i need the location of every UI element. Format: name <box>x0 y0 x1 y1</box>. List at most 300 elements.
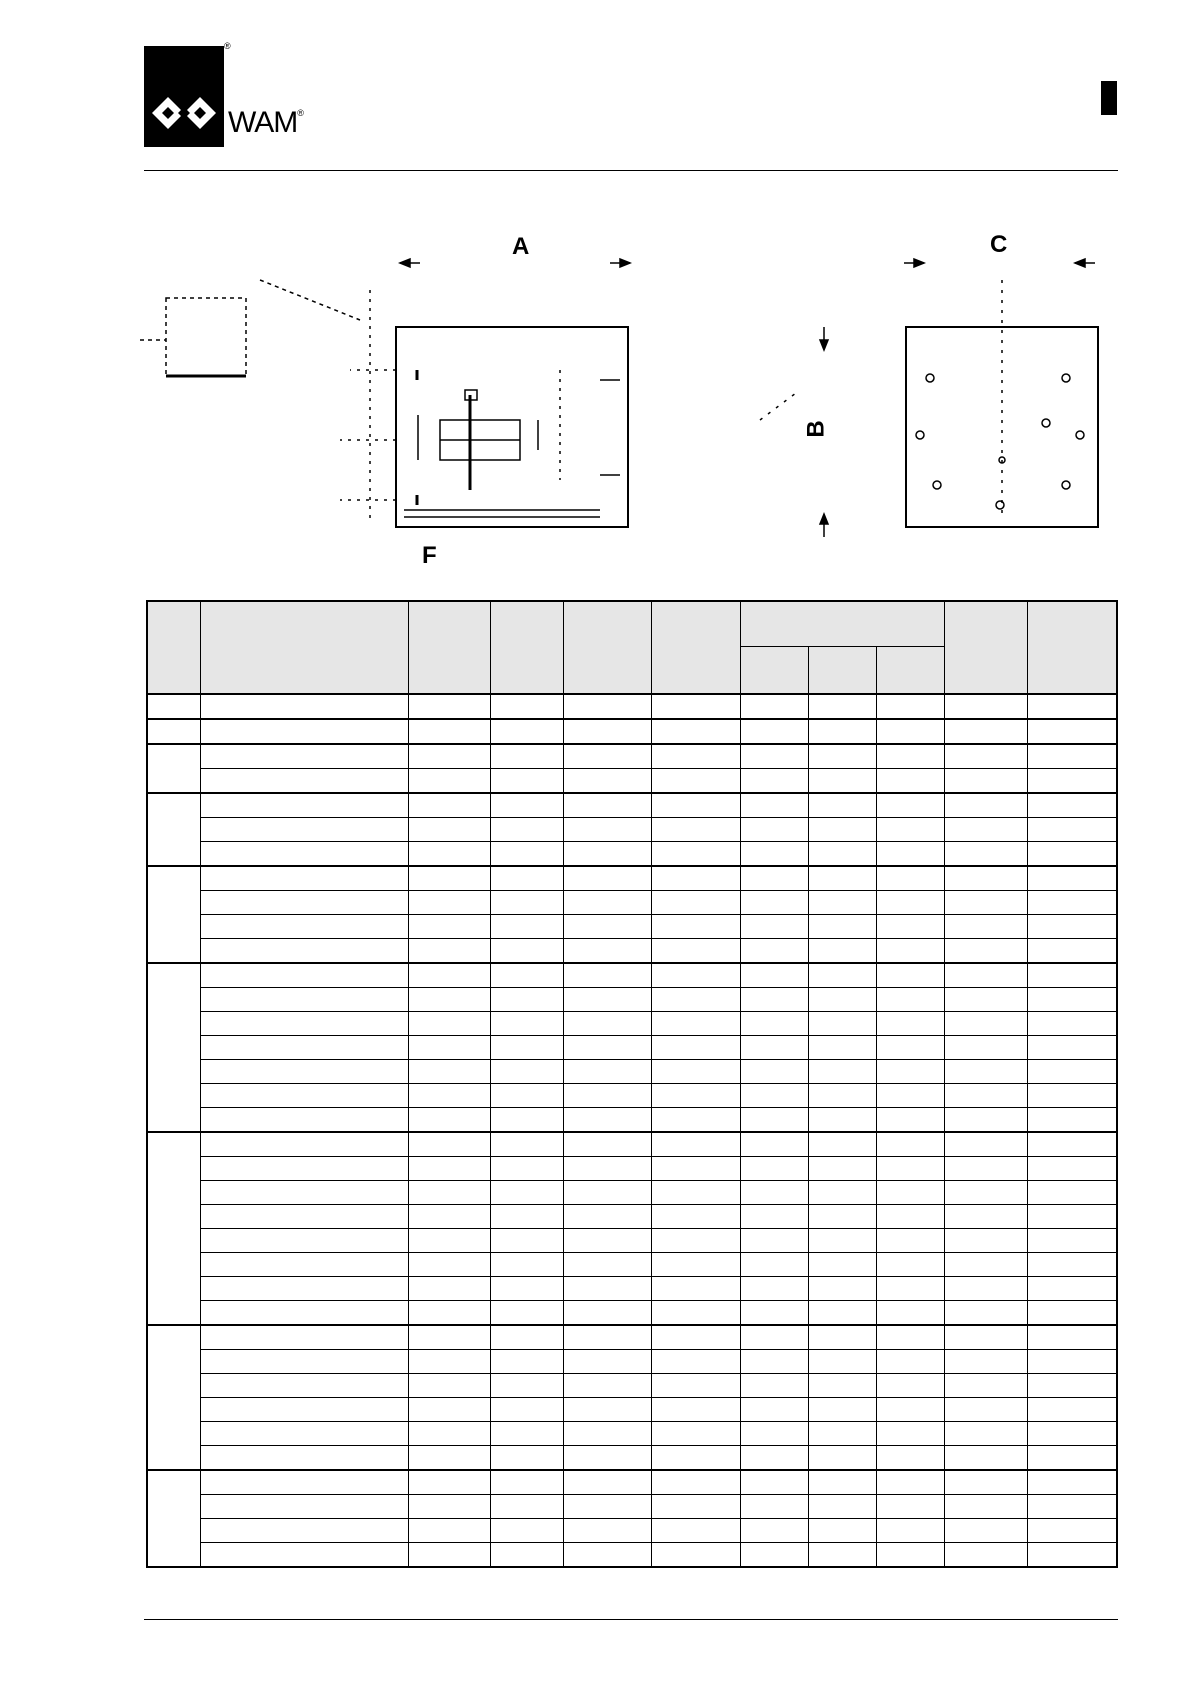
table-row <box>147 963 1117 988</box>
table-cell <box>200 1036 408 1060</box>
group-cell <box>147 793 200 866</box>
table-cell <box>408 744 490 769</box>
table-cell <box>944 1446 1027 1471</box>
table-cell <box>808 1108 876 1133</box>
table-cell <box>1027 1205 1117 1229</box>
table-cell <box>740 866 808 891</box>
table-cell <box>876 866 944 891</box>
table-cell <box>200 694 408 719</box>
table-cell <box>808 1374 876 1398</box>
table-cell <box>740 1446 808 1471</box>
table-cell <box>808 866 876 891</box>
table-row <box>147 939 1117 964</box>
table-cell <box>651 793 740 818</box>
table-cell <box>408 1060 490 1084</box>
table-cell <box>408 1374 490 1398</box>
table-cell <box>944 963 1027 988</box>
table-cell <box>740 1325 808 1350</box>
table-cell <box>1027 1108 1117 1133</box>
table-cell <box>740 1519 808 1543</box>
table-cell <box>408 891 490 915</box>
table-cell <box>740 1084 808 1108</box>
table-cell <box>651 1229 740 1253</box>
table-cell <box>808 769 876 794</box>
table-row <box>147 915 1117 939</box>
table-cell <box>1027 1374 1117 1398</box>
table-cell <box>490 1253 563 1277</box>
table-cell <box>651 1084 740 1108</box>
group-cell <box>147 694 200 719</box>
dimension-label-f: F <box>422 542 437 569</box>
table-cell <box>200 1301 408 1326</box>
table-row <box>147 1470 1117 1495</box>
table-cell <box>651 1350 740 1374</box>
table-cell <box>200 1084 408 1108</box>
table-cell <box>490 1398 563 1422</box>
table-cell <box>740 793 808 818</box>
table-cell <box>740 1374 808 1398</box>
table-cell <box>1027 891 1117 915</box>
table-row <box>147 1084 1117 1108</box>
table-cell <box>740 1253 808 1277</box>
table-cell <box>563 1519 651 1543</box>
table-cell <box>651 1519 740 1543</box>
table-cell <box>740 915 808 939</box>
table-cell <box>490 1132 563 1157</box>
table-cell <box>408 694 490 719</box>
table-cell <box>490 1012 563 1036</box>
table-cell <box>408 1036 490 1060</box>
table-row <box>147 1543 1117 1568</box>
table-cell <box>563 1253 651 1277</box>
table-cell <box>1027 866 1117 891</box>
table-cell <box>490 891 563 915</box>
table-row <box>147 1060 1117 1084</box>
table-cell <box>740 1157 808 1181</box>
table-cell <box>1027 1422 1117 1446</box>
table-cell <box>651 1060 740 1084</box>
table-cell <box>408 1157 490 1181</box>
table-cell <box>563 915 651 939</box>
table-row <box>147 1253 1117 1277</box>
table-cell <box>200 1398 408 1422</box>
header-cell <box>944 601 1027 694</box>
table-cell <box>876 818 944 842</box>
table-cell <box>944 1012 1027 1036</box>
table-cell <box>563 866 651 891</box>
table-cell <box>1027 1084 1117 1108</box>
table-cell <box>490 818 563 842</box>
table-cell <box>876 1495 944 1519</box>
table-cell <box>944 1495 1027 1519</box>
table-cell <box>808 1301 876 1326</box>
table-cell <box>490 1543 563 1568</box>
table-cell <box>490 1036 563 1060</box>
header-cell <box>490 601 563 694</box>
table-cell <box>808 939 876 964</box>
table-row <box>147 1108 1117 1133</box>
table-cell <box>408 1108 490 1133</box>
table-cell <box>944 1229 1027 1253</box>
table-cell <box>563 1132 651 1157</box>
table-cell <box>808 1132 876 1157</box>
table-cell <box>490 1205 563 1229</box>
table-cell <box>944 1036 1027 1060</box>
table-cell <box>944 1422 1027 1446</box>
table-cell <box>1027 719 1117 744</box>
table-cell <box>876 1060 944 1084</box>
table-cell <box>651 1543 740 1568</box>
table-cell <box>408 963 490 988</box>
table-cell <box>408 915 490 939</box>
table-cell <box>408 1519 490 1543</box>
header-subcell <box>808 647 876 695</box>
table-cell <box>808 818 876 842</box>
table-row <box>147 1012 1117 1036</box>
table-cell <box>490 842 563 867</box>
table-row <box>147 1036 1117 1060</box>
table-cell <box>876 1519 944 1543</box>
table-cell <box>200 1060 408 1084</box>
table-cell <box>563 769 651 794</box>
group-cell <box>147 963 200 1132</box>
table-cell <box>408 1181 490 1205</box>
table-cell <box>944 988 1027 1012</box>
table-cell <box>808 1253 876 1277</box>
table-cell <box>808 719 876 744</box>
table-cell <box>651 988 740 1012</box>
table-cell <box>1027 1181 1117 1205</box>
table-cell <box>876 1350 944 1374</box>
table-cell <box>408 818 490 842</box>
table-cell <box>651 1374 740 1398</box>
table-cell <box>1027 1253 1117 1277</box>
table-cell <box>200 1012 408 1036</box>
table-cell <box>651 915 740 939</box>
table-cell <box>944 1398 1027 1422</box>
table-cell <box>808 1277 876 1301</box>
table-cell <box>563 1036 651 1060</box>
table-cell <box>490 769 563 794</box>
table-cell <box>408 1084 490 1108</box>
table-cell <box>490 915 563 939</box>
group-cell <box>147 1470 200 1567</box>
table-cell <box>1027 1325 1117 1350</box>
header-subcell <box>876 647 944 695</box>
dimension-label-a: A <box>512 233 530 260</box>
table-row <box>147 1157 1117 1181</box>
table-cell <box>490 1157 563 1181</box>
table-row <box>147 1398 1117 1422</box>
table-cell <box>808 1157 876 1181</box>
table-cell <box>200 1108 408 1133</box>
table-cell <box>808 1012 876 1036</box>
table-cell <box>563 939 651 964</box>
table-cell <box>944 818 1027 842</box>
table-cell <box>200 915 408 939</box>
table-cell <box>651 1253 740 1277</box>
table-cell <box>944 915 1027 939</box>
table-row <box>147 1446 1117 1471</box>
table-cell <box>651 769 740 794</box>
table-cell <box>1027 1012 1117 1036</box>
table-cell <box>944 694 1027 719</box>
table-cell <box>740 1398 808 1422</box>
table-cell <box>408 842 490 867</box>
table-cell <box>651 1205 740 1229</box>
table-cell <box>740 1301 808 1326</box>
table-header-row <box>147 601 1117 647</box>
table-cell <box>490 694 563 719</box>
table-cell <box>1027 1157 1117 1181</box>
table-cell <box>651 963 740 988</box>
table-cell <box>651 1325 740 1350</box>
table-cell <box>651 1301 740 1326</box>
table-cell <box>408 939 490 964</box>
table-cell <box>651 842 740 867</box>
table-cell <box>1027 744 1117 769</box>
table-cell <box>563 842 651 867</box>
table-cell <box>563 1422 651 1446</box>
table-cell <box>740 1543 808 1568</box>
group-cell <box>147 866 200 963</box>
table-cell <box>808 1205 876 1229</box>
header-rule <box>144 170 1118 171</box>
table-body <box>147 694 1117 1567</box>
table-row <box>147 1325 1117 1350</box>
table-cell <box>740 1422 808 1446</box>
table-cell <box>563 694 651 719</box>
table-cell <box>808 694 876 719</box>
table-cell <box>876 1301 944 1326</box>
table-cell <box>876 1181 944 1205</box>
table-cell <box>563 988 651 1012</box>
table-cell <box>200 1157 408 1181</box>
table-cell <box>808 1495 876 1519</box>
table-cell <box>740 842 808 867</box>
table-cell <box>808 1181 876 1205</box>
table-cell <box>408 1350 490 1374</box>
table-cell <box>408 1301 490 1326</box>
table-cell <box>944 1301 1027 1326</box>
table-cell <box>200 866 408 891</box>
table-row <box>147 1205 1117 1229</box>
table-cell <box>876 1157 944 1181</box>
table-cell <box>490 939 563 964</box>
group-cell <box>147 1325 200 1470</box>
table-cell <box>944 1060 1027 1084</box>
table-cell <box>876 769 944 794</box>
table-cell <box>740 769 808 794</box>
table-cell <box>876 1374 944 1398</box>
table-cell <box>876 1229 944 1253</box>
wam-logo <box>144 46 224 147</box>
table-cell <box>490 963 563 988</box>
table-cell <box>651 939 740 964</box>
table-cell <box>808 1325 876 1350</box>
table-cell <box>651 818 740 842</box>
table-cell <box>876 1012 944 1036</box>
table-cell <box>944 1132 1027 1157</box>
table-row <box>147 1181 1117 1205</box>
table-row <box>147 769 1117 794</box>
table-cell <box>200 1277 408 1301</box>
table-row <box>147 1422 1117 1446</box>
header-group-cell <box>740 601 944 647</box>
table-row <box>147 1277 1117 1301</box>
table-cell <box>200 1205 408 1229</box>
table-cell <box>408 1205 490 1229</box>
table-cell <box>408 1446 490 1471</box>
table-cell <box>200 1350 408 1374</box>
table-row <box>147 988 1117 1012</box>
table-cell <box>944 1325 1027 1350</box>
table-cell <box>808 1398 876 1422</box>
table-cell <box>490 1350 563 1374</box>
table-cell <box>876 1277 944 1301</box>
table-cell <box>200 988 408 1012</box>
table-cell <box>563 818 651 842</box>
table-cell <box>808 1060 876 1084</box>
table-cell <box>408 719 490 744</box>
table-cell <box>563 1495 651 1519</box>
table-cell <box>1027 1519 1117 1543</box>
table-cell <box>944 1350 1027 1374</box>
footer-rule <box>144 1619 1118 1620</box>
table-cell <box>200 891 408 915</box>
table-cell <box>808 891 876 915</box>
table-cell <box>876 744 944 769</box>
table-cell <box>408 988 490 1012</box>
table-cell <box>944 793 1027 818</box>
table-cell <box>200 842 408 867</box>
registered-mark: ® <box>224 41 231 51</box>
table-cell <box>408 1325 490 1350</box>
table-cell <box>408 1132 490 1157</box>
table-cell <box>200 1519 408 1543</box>
table-cell <box>944 1519 1027 1543</box>
table-cell <box>200 1132 408 1157</box>
table-cell <box>563 1301 651 1326</box>
dimensions-table <box>146 600 1118 1568</box>
table-cell <box>808 744 876 769</box>
table-cell <box>876 1470 944 1495</box>
table-cell <box>200 1325 408 1350</box>
table-cell <box>808 793 876 818</box>
table-row <box>147 793 1117 818</box>
table-cell <box>200 1422 408 1446</box>
table-cell <box>490 1519 563 1543</box>
table-cell <box>200 1495 408 1519</box>
table-cell <box>200 793 408 818</box>
table-cell <box>808 915 876 939</box>
table-cell <box>740 1229 808 1253</box>
table-cell <box>651 891 740 915</box>
group-cell <box>147 719 200 744</box>
table-cell <box>408 1277 490 1301</box>
table-cell <box>876 963 944 988</box>
table-cell <box>1027 1350 1117 1374</box>
table-cell <box>651 694 740 719</box>
table-cell <box>740 1108 808 1133</box>
table-cell <box>876 1108 944 1133</box>
table-cell <box>200 963 408 988</box>
table-cell <box>651 1398 740 1422</box>
table-cell <box>651 1108 740 1133</box>
table-cell <box>563 719 651 744</box>
table-cell <box>408 769 490 794</box>
dimension-label-b: B <box>802 420 830 438</box>
table-cell <box>563 1325 651 1350</box>
table-row <box>147 1495 1117 1519</box>
table-cell <box>408 1495 490 1519</box>
table-cell <box>563 1084 651 1108</box>
table-cell <box>408 1422 490 1446</box>
table-cell <box>490 1301 563 1326</box>
table-cell <box>944 1205 1027 1229</box>
table-cell <box>200 818 408 842</box>
table-cell <box>740 891 808 915</box>
table-cell <box>1027 1277 1117 1301</box>
table-row <box>147 744 1117 769</box>
table-cell <box>944 1374 1027 1398</box>
table-cell <box>740 744 808 769</box>
table-cell <box>563 1470 651 1495</box>
table-cell <box>651 1446 740 1471</box>
table-cell <box>200 1446 408 1471</box>
table-cell <box>944 1181 1027 1205</box>
table-cell <box>490 1277 563 1301</box>
table-cell <box>490 988 563 1012</box>
table-cell <box>876 694 944 719</box>
table-cell <box>876 1325 944 1350</box>
table-cell <box>808 1446 876 1471</box>
table-cell <box>1027 1398 1117 1422</box>
table-cell <box>876 793 944 818</box>
table-cell <box>808 1229 876 1253</box>
table-cell <box>740 1181 808 1205</box>
table-cell <box>563 963 651 988</box>
table-cell <box>490 1495 563 1519</box>
table-cell <box>876 1036 944 1060</box>
table-cell <box>651 866 740 891</box>
table-cell <box>490 1470 563 1495</box>
table-cell <box>944 891 1027 915</box>
dimensions-table-container <box>146 600 1116 1568</box>
table-cell <box>651 1157 740 1181</box>
table-cell <box>408 1253 490 1277</box>
table-cell <box>808 1084 876 1108</box>
table-cell <box>651 719 740 744</box>
table-cell <box>1027 1060 1117 1084</box>
table-cell <box>490 1084 563 1108</box>
table-cell <box>563 1157 651 1181</box>
table-cell <box>876 1205 944 1229</box>
table-row <box>147 842 1117 867</box>
table-cell <box>1027 939 1117 964</box>
brand-name: WAM® <box>228 106 303 139</box>
table-cell <box>651 1012 740 1036</box>
table-row <box>147 866 1117 891</box>
table-cell <box>490 1229 563 1253</box>
table-cell <box>563 1374 651 1398</box>
table-cell <box>740 1470 808 1495</box>
table-cell <box>808 1350 876 1374</box>
table-cell <box>490 1181 563 1205</box>
table-row <box>147 1301 1117 1326</box>
table-cell <box>563 1060 651 1084</box>
table-cell <box>808 1036 876 1060</box>
